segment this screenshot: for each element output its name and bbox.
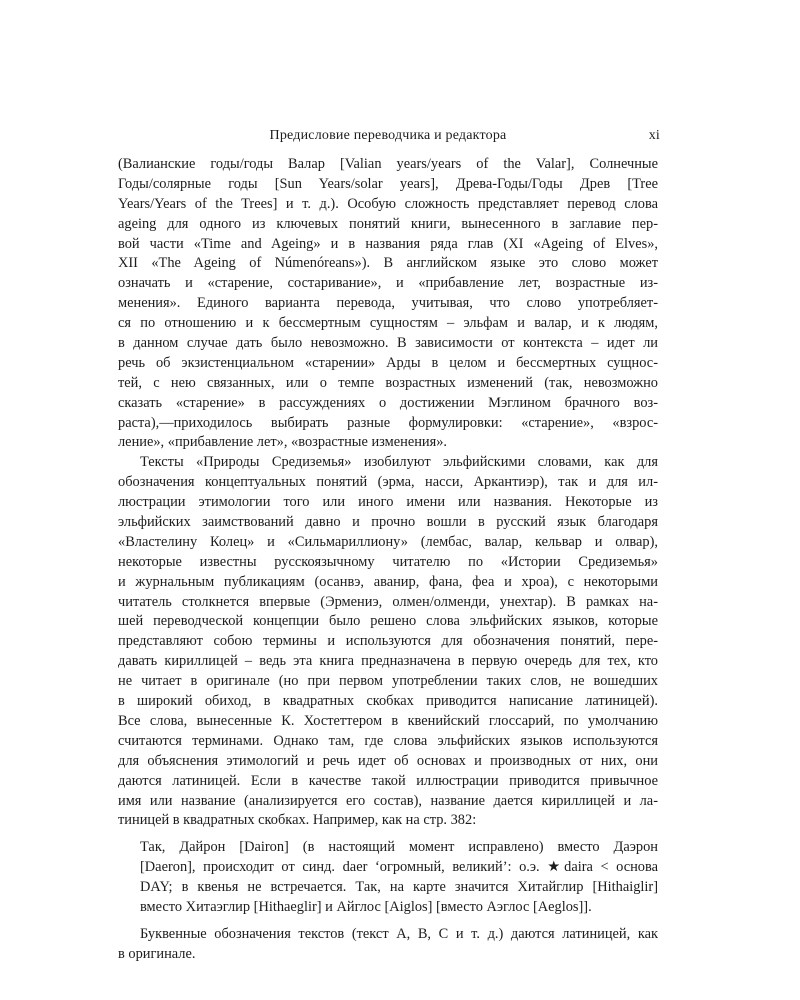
block-quote — [140, 838, 658, 918]
text-line: Years/Years of the Trees] и т. д.). Особую сложность представляет перевод слова — [118, 195, 658, 212]
quote-line: [Daeron], происходит от синд. daer ‘огромный, великий’: о.э. ★daira < основа — [140, 859, 658, 876]
text-line: ление», «прибавление лет», «возрастные изменения». — [118, 434, 448, 451]
text-line: ся по отношению и к бессмертным сущностям – эльфам и валар, и к людям, — [118, 315, 658, 332]
quote-line: DAY; в квенья не встречается. Так, на карте значится Хитайглир [Hithaiglir] — [140, 879, 658, 896]
text-line: Буквенные обозначения текстов (текст A, B, C и т. д.) даются латиницей, как — [140, 925, 658, 942]
text-line: тей, с нею связанных, или о темпе возрастных изменений (так, невозможно — [118, 374, 658, 391]
text-line: ageing для одного из ключевых понятий книги, вынесенного в заглавие пер- — [118, 215, 658, 232]
text-line: давать кириллицей – ведь эта книга предназначена в первую очередь для тех, кто — [118, 653, 658, 670]
text-line: XII «The Ageing of Númenóreans»). В английском языке это слово может — [118, 255, 658, 272]
paragraph-3 — [118, 925, 658, 965]
text-line: представляют собою термины и используются для обозначения понятий, пере- — [118, 633, 658, 650]
text-line: Все слова, вынесенные К. Хостеттером в квенийский глоссарий, по умолчанию — [118, 712, 658, 729]
running-head-title: Предисловие переводчика и редактора — [269, 128, 507, 143]
text-line: читатель столкнется впервые (Эрмениэ, олмен/олменди, унехтар). В рамках на- — [118, 593, 658, 610]
text-line: не читает в оригинале (но при первом употреблении таких слов, не вошедших — [118, 673, 658, 690]
page-text — [118, 155, 658, 965]
text-line: обозначения концептуальных понятий (эрма, насси, Аркантиэр), так и для ил- — [118, 474, 658, 491]
page-number: xi — [648, 128, 660, 143]
text-line: для объяснения этимологий и речь идет об основах и производных от них, они — [118, 752, 658, 769]
text-line: Годы/солярные годы [Sun Years/solar years], Древа-Годы/Годы Древ [Tree — [118, 175, 658, 192]
quote-line: Так, Дайрон [Dairon] (в настоящий момент исправлено) вместо Даэрон — [140, 839, 658, 856]
text-line: люстрации этимологии того или иного имени или названия. Некоторые из — [118, 494, 658, 511]
text-line: некоторые известны русскоязычному читателю по «Истории Средиземья» — [118, 553, 658, 570]
text-line: означать и «старение, состаривание», и «прибавление лет, возрастные из- — [118, 275, 658, 292]
text-line: Тексты «Природы Средиземья» изобилуют эльфийскими словами, как для — [140, 454, 658, 471]
paragraph-1 — [118, 155, 658, 453]
text-line: имя или название (анализируется его состав), название дается кириллицей и ла- — [118, 792, 658, 809]
text-line: вой части «Time and Ageing» и в названия ряда глав (XI «Ageing of Elves», — [118, 235, 658, 252]
text-line: эльфийских заимствований давно и прочно вошли в русский язык благодаря — [118, 514, 658, 531]
text-line: в оригинале. — [118, 945, 196, 962]
text-line: в данном случае дать было невозможно. В зависимости от контекста – идет ли — [118, 335, 658, 352]
paragraph-2 — [118, 453, 658, 831]
text-line: сказать «старение» в рассуждениях о достижении Мэглином брачного воз- — [118, 394, 658, 411]
text-line: раста),—приходилось выбирать разные формулировки: «старение», «взрос- — [118, 414, 658, 431]
text-line: в широкий обиход, в квадратных скобках приводится написание латиницей). — [118, 693, 658, 710]
text-line: даются латиницей. Если в качестве такой иллюстрации приводится привычное — [118, 772, 658, 789]
text-line: «Властелину Колец» и «Сильмариллиону» (лембас, валар, кельвар и олвар), — [118, 533, 658, 550]
text-line: речь об экзистенциальном «старении» Арды в целом и бессмертных сущнос- — [118, 354, 658, 371]
text-line: (Валианские годы/годы Валар [Valian years/years of the Valar], Солнечные — [118, 156, 658, 172]
text-line: тиницей в квадратных скобках. Например, как на стр. 382: — [118, 812, 477, 829]
quote-line: вместо Хитаэглир [Hithaeglir] и Айглос [Aiglos] [вместо Аэглос [Aeglos]]. — [140, 898, 592, 915]
text-line: менения». Единого варианта перевода, учитывая, что слово употребляет- — [118, 295, 658, 312]
text-line: считаются терминами. Однако там, где слова эльфийских языков используются — [118, 732, 658, 749]
text-line: шей переводческой концепции было решено слова эльфийских языков, которые — [118, 613, 658, 630]
text-line: и журнальным публикациям (осанвэ, аванир, фана, феа и хроа), с некоторыми — [118, 573, 658, 590]
